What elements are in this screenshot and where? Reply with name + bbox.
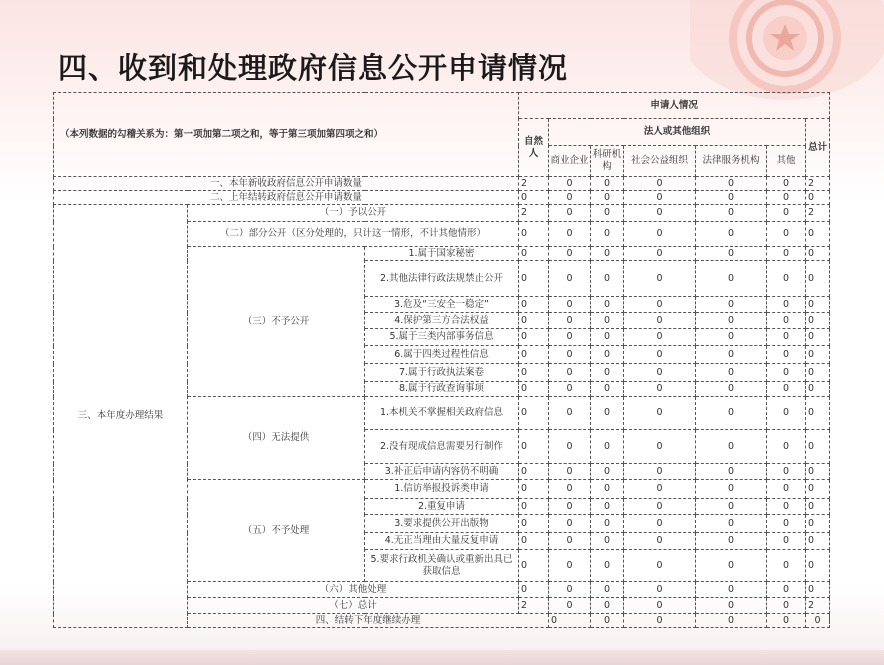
header-applicant: 申请人情况 [519, 93, 830, 119]
cell-value: 0 [624, 533, 696, 550]
cell-value: 0 [767, 177, 806, 191]
cell-value: 0 [591, 480, 624, 499]
cell-value: 0 [767, 499, 806, 515]
cell-value: 0 [806, 364, 830, 382]
item-label: 1.信访举报投诉类申请 [365, 480, 519, 499]
item-label: 2.没有现成信息需要另行制作 [365, 430, 519, 464]
row-label: 四、结转下年度继续办理 [188, 614, 549, 628]
cell-value: 0 [806, 430, 830, 464]
cell-value: 0 [696, 480, 767, 499]
cell-value: 0 [696, 499, 767, 515]
cell-value: 0 [591, 614, 624, 628]
cell-value: 0 [519, 480, 549, 499]
cell-value: 0 [624, 480, 696, 499]
cell-value: 0 [549, 397, 591, 430]
cell-value: 0 [519, 382, 549, 397]
cell-value: 0 [624, 297, 696, 313]
cell-value: 0 [519, 397, 549, 430]
cell-value: 0 [696, 582, 767, 598]
cell-value: 0 [696, 550, 767, 582]
header-legal-org: 法人或其他组织 [549, 119, 806, 146]
cell-value: 0 [767, 550, 806, 582]
cell-value: 0 [696, 598, 767, 614]
cell-value: 0 [806, 297, 830, 313]
cell-value: 0 [624, 382, 696, 397]
cell-value: 0 [696, 464, 767, 480]
cell-value: 0 [696, 346, 767, 364]
cell-value: 0 [624, 313, 696, 329]
group-label: （三）不予公开 [188, 247, 365, 397]
row-label: （一）予以公开 [188, 205, 519, 222]
cell-value: 0 [549, 598, 591, 614]
cell-value: 0 [519, 329, 549, 346]
header-other: 其他 [767, 146, 806, 177]
cell-value: 0 [806, 614, 830, 628]
cell-value: 0 [519, 247, 549, 261]
cell-value: 0 [549, 464, 591, 480]
cell-value: 0 [696, 177, 767, 191]
cell-value: 0 [696, 247, 767, 261]
cell-value: 0 [519, 191, 549, 205]
cell-value: 0 [767, 397, 806, 430]
cell-value: 0 [549, 177, 591, 191]
cell-value: 0 [696, 222, 767, 247]
cell-value: 2 [806, 177, 830, 191]
cell-value: 0 [591, 397, 624, 430]
item-label: 7.属于行政执法案卷 [365, 364, 519, 382]
cell-value: 0 [696, 515, 767, 533]
cell-value: 0 [767, 480, 806, 499]
cell-value: 0 [806, 346, 830, 364]
cell-value: 0 [767, 191, 806, 205]
cell-value: 0 [767, 598, 806, 614]
cell-value: 0 [806, 550, 830, 582]
cell-value: 0 [767, 346, 806, 364]
cell-value: 0 [591, 247, 624, 261]
cell-value: 0 [624, 598, 696, 614]
cell-value: 0 [806, 329, 830, 346]
cell-value: 0 [519, 464, 549, 480]
cell-value: 0 [549, 499, 591, 515]
section-label: 三、本年度办理结果 [54, 205, 188, 628]
cell-value: 0 [519, 550, 549, 582]
cell-value: 0 [696, 533, 767, 550]
cell-value: 0 [549, 297, 591, 313]
cell-value: 0 [591, 177, 624, 191]
header-legal-service: 法律服务机构 [696, 146, 767, 177]
cell-value: 0 [591, 297, 624, 313]
cell-value: 0 [591, 382, 624, 397]
cell-value: 0 [767, 614, 806, 628]
cell-value: 0 [519, 364, 549, 382]
cell-value: 0 [806, 191, 830, 205]
header-social: 社会公益组织 [624, 146, 696, 177]
cell-value: 0 [591, 329, 624, 346]
cell-value: 0 [549, 533, 591, 550]
cell-value: 0 [624, 191, 696, 205]
cell-value: 0 [549, 191, 591, 205]
cell-value: 0 [549, 261, 591, 297]
cell-value: 0 [549, 222, 591, 247]
cell-value: 0 [767, 464, 806, 480]
cell-value: 0 [767, 222, 806, 247]
item-label: 1.属于国家秘密 [365, 247, 519, 261]
cell-value: 0 [519, 499, 549, 515]
cell-value: 2 [519, 177, 549, 191]
cell-value: 0 [624, 614, 696, 628]
item-label: 4.保护第三方合法权益 [365, 313, 519, 329]
row-label: 一、本年新收政府信息公开申请数量 [54, 177, 519, 191]
cell-value: 0 [549, 247, 591, 261]
cell-value: 0 [806, 247, 830, 261]
cell-value: 0 [624, 364, 696, 382]
cell-value: 0 [591, 464, 624, 480]
cell-value: 0 [767, 582, 806, 598]
cell-value: 0 [696, 430, 767, 464]
cell-value: 0 [767, 364, 806, 382]
cell-value: 0 [591, 430, 624, 464]
cell-value: 0 [767, 382, 806, 397]
cell-value: 0 [767, 329, 806, 346]
page-title: 四、收到和处理政府信息公开申请情况 [58, 51, 569, 85]
cell-value: 0 [696, 614, 767, 628]
footer-band [0, 650, 884, 665]
cell-value: 0 [624, 205, 696, 222]
item-label: 5.要求行政机关确认或重新出具已获取信息 [365, 550, 519, 582]
table-note: （本列数据的勾稽关系为：第一项加第二项之和，等于第三项加第四项之和） [54, 93, 519, 177]
cell-value: 0 [767, 533, 806, 550]
cell-value: 0 [591, 515, 624, 533]
cell-value: 0 [591, 222, 624, 247]
item-label: 6.属于四类过程性信息 [365, 346, 519, 364]
cell-value: 0 [806, 397, 830, 430]
cell-value: 0 [624, 346, 696, 364]
cell-value: 0 [519, 222, 549, 247]
cell-value: 0 [696, 261, 767, 297]
cell-value: 0 [591, 261, 624, 297]
cell-value: 0 [624, 464, 696, 480]
cell-value: 2 [806, 598, 830, 614]
cell-value: 0 [806, 261, 830, 297]
cell-value: 0 [624, 177, 696, 191]
cell-value: 0 [519, 313, 549, 329]
cell-value: 0 [624, 222, 696, 247]
item-label: 3.要求提供公开出版物 [365, 515, 519, 533]
cell-value: 0 [549, 614, 591, 628]
cell-value: 0 [696, 313, 767, 329]
item-label: 8.属于行政查询事项 [365, 382, 519, 397]
cell-value: 0 [591, 205, 624, 222]
cell-value: 0 [767, 297, 806, 313]
cell-value: 0 [549, 430, 591, 464]
cell-value: 0 [806, 222, 830, 247]
cell-value: 0 [806, 533, 830, 550]
cell-value: 0 [624, 397, 696, 430]
cell-value: 0 [624, 550, 696, 582]
row-label: 二、上年结转政府信息公开申请数量 [54, 191, 519, 205]
cell-value: 0 [624, 582, 696, 598]
cell-value: 0 [519, 582, 549, 598]
cell-value: 0 [806, 382, 830, 397]
item-label: 2.重复申请 [365, 499, 519, 515]
cell-value: 0 [767, 247, 806, 261]
cell-value: 0 [696, 297, 767, 313]
item-label: 2.其他法律行政法规禁止公开 [365, 261, 519, 297]
cell-value: 0 [624, 515, 696, 533]
cell-value: 0 [624, 499, 696, 515]
statistics-table [53, 92, 830, 628]
cell-value: 0 [549, 205, 591, 222]
cell-value: 0 [696, 364, 767, 382]
cell-value: 2 [519, 205, 549, 222]
cell-value: 0 [519, 346, 549, 364]
row-label: （二）部分公开（区分处理的，只计这一情形，不计其他情形） [188, 222, 519, 247]
cell-value: 0 [806, 480, 830, 499]
cell-value: 0 [767, 205, 806, 222]
cell-value: 0 [519, 261, 549, 297]
header-total: 总计 [806, 119, 830, 177]
cell-value: 0 [549, 346, 591, 364]
cell-value: 0 [624, 329, 696, 346]
cell-value: 0 [591, 598, 624, 614]
cell-value: 0 [591, 499, 624, 515]
cell-value: 0 [696, 329, 767, 346]
cell-value: 0 [696, 205, 767, 222]
cell-value: 0 [767, 313, 806, 329]
cell-value: 2 [519, 598, 549, 614]
cell-value: 0 [549, 582, 591, 598]
cell-value: 0 [624, 247, 696, 261]
item-label: 3.危及“三安全一稳定” [365, 297, 519, 313]
cell-value: 0 [549, 329, 591, 346]
group-label: （五）不予处理 [188, 480, 365, 582]
cell-value: 0 [806, 464, 830, 480]
cell-value: 0 [624, 430, 696, 464]
row-label: （六）其他处理 [188, 582, 519, 598]
cell-value: 0 [696, 382, 767, 397]
header-commercial: 商业企业 [549, 146, 591, 177]
cell-value: 0 [549, 364, 591, 382]
cell-value: 0 [591, 346, 624, 364]
cell-value: 0 [591, 364, 624, 382]
cell-value: 0 [696, 191, 767, 205]
cell-value: 0 [591, 191, 624, 205]
cell-value: 0 [806, 499, 830, 515]
group-label: （四）无法提供 [188, 397, 365, 480]
cell-value: 0 [519, 515, 549, 533]
cell-value: 0 [519, 297, 549, 313]
cell-value: 0 [549, 550, 591, 582]
cell-value: 0 [549, 515, 591, 533]
row-label: （七）总计 [188, 598, 519, 614]
header-natural-person: 自然人 [519, 119, 549, 177]
cell-value: 0 [519, 533, 549, 550]
cell-value: 0 [767, 430, 806, 464]
item-label: 4.无正当理由大量反复申请 [365, 533, 519, 550]
cell-value: 0 [519, 430, 549, 464]
cell-value: 0 [591, 313, 624, 329]
cell-value: 0 [549, 480, 591, 499]
cell-value: 0 [806, 582, 830, 598]
cell-value: 0 [549, 382, 591, 397]
cell-value: 0 [591, 550, 624, 582]
cell-value: 0 [767, 261, 806, 297]
item-label: 3.补正后申请内容仍不明确 [365, 464, 519, 480]
cell-value: 0 [696, 397, 767, 430]
header-research: 科研机构 [591, 146, 624, 177]
cell-value: 0 [591, 582, 624, 598]
cell-value: 0 [624, 261, 696, 297]
cell-value: 0 [591, 533, 624, 550]
item-label: 1.本机关不掌握相关政府信息 [365, 397, 519, 430]
cell-value: 0 [767, 515, 806, 533]
cell-value: 0 [806, 515, 830, 533]
item-label: 5.属于三类内部事务信息 [365, 329, 519, 346]
cell-value: 0 [549, 313, 591, 329]
cell-value: 0 [806, 313, 830, 329]
cell-value: 2 [806, 205, 830, 222]
